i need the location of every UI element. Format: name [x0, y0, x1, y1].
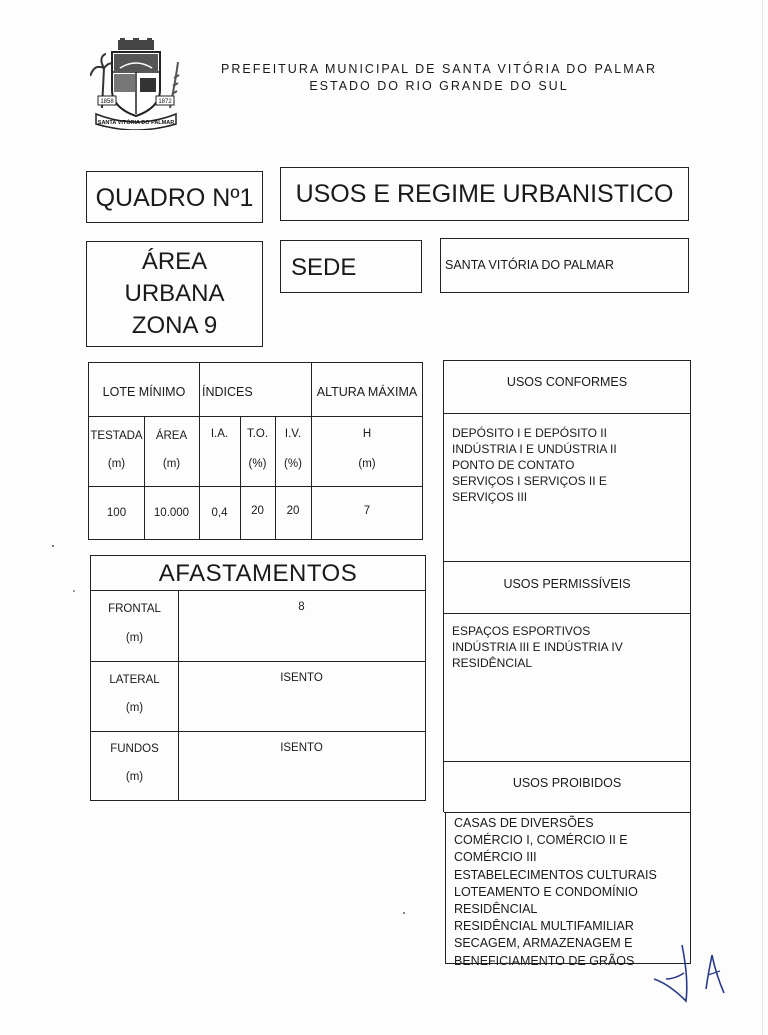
usos-permissiveis-item: INDÚSTRIA III E INDÚSTRIA IV	[452, 640, 623, 654]
scan-speck	[52, 545, 54, 547]
usos-proibidos-item: RESIDÊNCIAL	[454, 902, 538, 917]
usos-conformes-item: PONTO DE CONTATO	[452, 458, 575, 472]
usos-permissiveis-item: ESPAÇOS ESPORTIVOS	[452, 624, 591, 638]
area-line-1: ÁREA	[141, 248, 208, 275]
col-iv: I.V.	[284, 428, 302, 440]
usos-proibidos-item: LOTEAMENTO E CONDOMÍNIO	[454, 884, 638, 899]
crest-year-right: 1872	[158, 99, 172, 105]
col-area: ÁREA	[155, 430, 188, 442]
usos-permissiveis-item: RESIDÊNCIAL	[452, 656, 533, 670]
afastamentos-table	[90, 555, 426, 801]
signature-mark	[648, 935, 738, 1010]
col-testada-unit: (m)	[107, 458, 126, 470]
usos-conformes-item: DEPÓSITO I E DEPÓSITO II	[452, 426, 607, 440]
page-edge	[762, 0, 763, 1035]
val-testada: 100	[106, 507, 127, 519]
fundos-value: ISENTO	[280, 742, 323, 754]
area-box	[86, 241, 263, 347]
frontal-label: FRONTAL	[108, 603, 161, 615]
usos-proibidos-item: BENEFICIAMENTO DE GRÃOS	[454, 953, 635, 968]
col-h-unit: (m)	[358, 458, 376, 470]
usos-conformes-item: SERVIÇOS III	[452, 490, 528, 504]
usos-proibidos-item: COMÉRCIO III	[454, 850, 537, 865]
usos-regime-box	[280, 167, 689, 221]
header-lote-minimo: LOTE MÍNIMO	[102, 385, 186, 399]
scan-speck	[403, 912, 405, 914]
crest-ribbon-text: SANTA VITÓRIA DO PALMAR	[97, 120, 175, 126]
area-line-2: URBANA	[124, 280, 225, 307]
header-line-2: ESTADO DO RIO GRANDE DO SUL	[309, 79, 569, 93]
lateral-label: LATERAL	[109, 674, 160, 686]
frontal-unit: (m)	[125, 632, 144, 644]
usos-conformes-item: SERVIÇOS I SERVIÇOS II E	[452, 474, 607, 488]
lateral-value: ISENTO	[280, 672, 323, 684]
header-indices: ÍNDICES	[202, 385, 253, 399]
usos-proibidos-item: SECAGEM, ARMAZENAGEM E	[454, 936, 633, 951]
col-testada: TESTADA	[90, 430, 143, 442]
fundos-label: FUNDOS	[110, 743, 159, 755]
usos-table	[443, 360, 691, 812]
usos-conformes-title: USOS CONFORMES	[506, 375, 628, 389]
usos-regime-title: USOS E REGIME URBANISTICO	[295, 180, 674, 208]
header-line-1: PREFEITURA MUNICIPAL DE SANTA VITÓRIA DO PALMAR	[221, 62, 657, 76]
frontal-value: 8	[298, 601, 305, 613]
col-ia: I.A.	[210, 428, 229, 440]
sede-value: SANTA VITÓRIA DO PALMAR	[445, 258, 615, 272]
lateral-unit: (m)	[125, 702, 144, 714]
usos-proibidos-item: RESIDÊNCIAL MULTIFAMILIAR	[454, 919, 634, 934]
col-area-unit: (m)	[162, 458, 181, 470]
quadro-box	[86, 171, 263, 223]
afastamentos-title: AFASTAMENTOS	[158, 560, 358, 587]
header-altura-maxima: ALTURA MÁXIMA	[316, 385, 418, 399]
sede-box	[280, 240, 422, 293]
val-ia: 0,4	[211, 507, 228, 519]
val-area: 10.000	[153, 507, 190, 519]
quadro-title: QUADRO Nº1	[95, 184, 254, 212]
val-to: 20	[251, 505, 264, 517]
sede-label: SEDE	[291, 254, 357, 281]
usos-proibidos-item: ESTABELECIMENTOS CULTURAIS	[454, 867, 657, 882]
col-to: T.O.	[246, 428, 269, 440]
usos-proibidos-title: USOS PROIBIDOS	[512, 776, 622, 790]
crest-year-left: 1858	[100, 99, 114, 105]
col-h: H	[362, 428, 372, 440]
usos-proibidos-item: COMÉRCIO I, COMÉRCIO II E	[454, 833, 628, 848]
val-h: 7	[363, 505, 371, 517]
area-line-3: ZONA 9	[131, 312, 218, 339]
usos-conformes-item: INDÚSTRIA I E UNDÚSTRIA II	[452, 442, 617, 456]
municipal-crest-logo	[90, 38, 182, 130]
indices-table	[88, 362, 423, 540]
fundos-unit: (m)	[125, 771, 144, 783]
val-iv: 20	[286, 505, 300, 517]
usos-permissiveis-title: USOS PERMISSÍVEIS	[503, 577, 631, 591]
scan-speck	[73, 590, 75, 592]
col-to-unit: (%)	[248, 458, 267, 470]
col-iv-unit: (%)	[284, 458, 302, 470]
usos-conformes-list	[452, 425, 688, 505]
sede-value-box	[440, 238, 689, 293]
usos-permissiveis-list	[452, 623, 688, 671]
usos-proibidos-item: CASAS DE DIVERSÕES	[454, 816, 594, 830]
